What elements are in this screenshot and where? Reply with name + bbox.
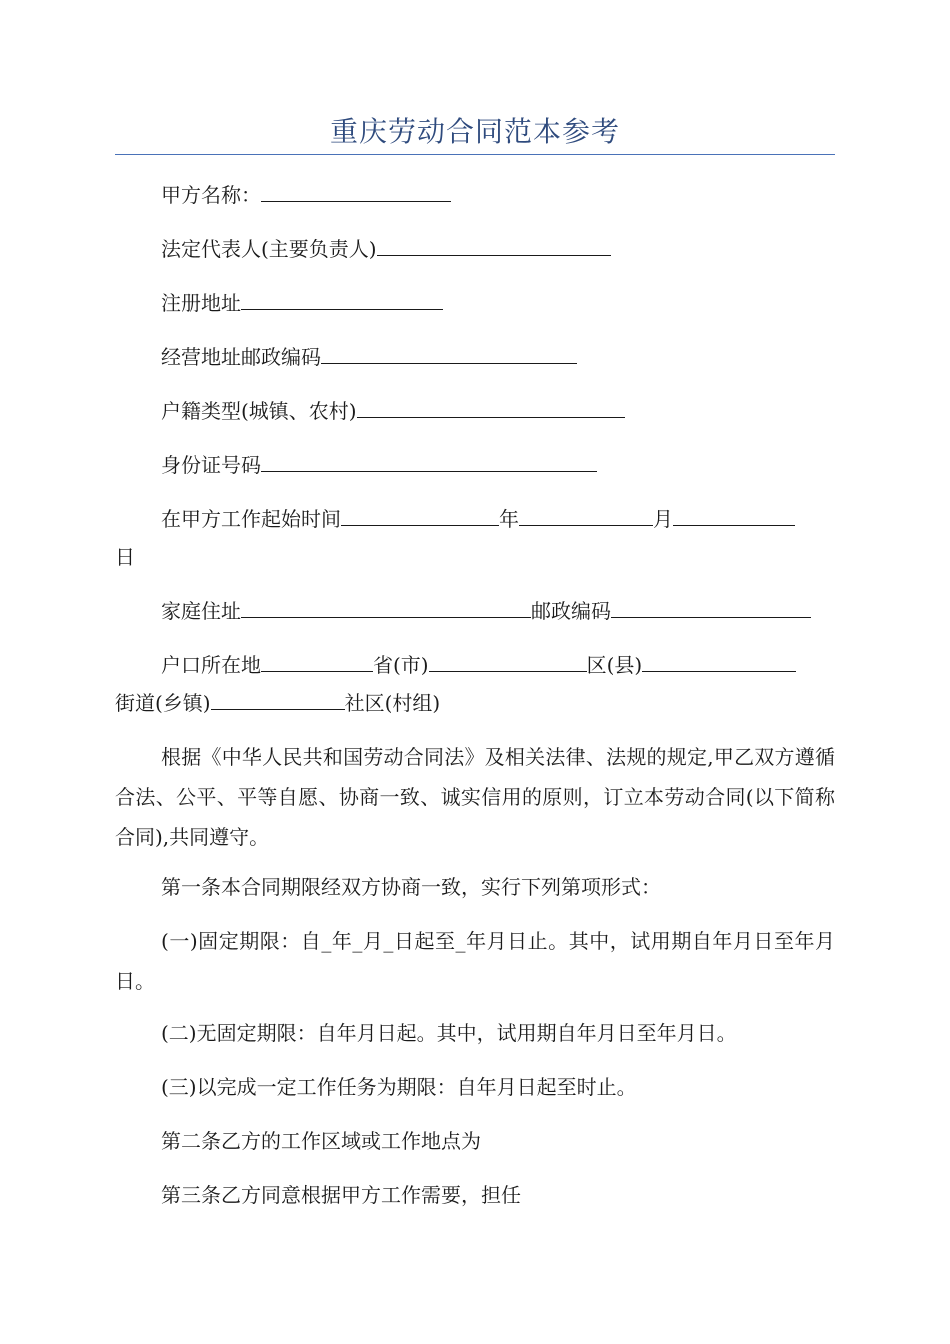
fill-blank	[211, 687, 345, 710]
article-2: 第二条乙方的工作区域或工作地点为	[161, 1129, 481, 1153]
month-label: 月	[653, 507, 673, 531]
field-party-a-name	[115, 175, 835, 215]
fill-blank	[519, 503, 653, 526]
fill-blank	[321, 341, 577, 364]
field-legal-representative	[115, 229, 835, 269]
province-label: 省(市)	[373, 653, 429, 677]
article-1-option-2: (二)无固定期限：自年月日起。其中，试用期自年月日至年月日。	[161, 1021, 737, 1045]
fill-blank	[673, 503, 795, 526]
title-underline	[115, 154, 835, 155]
day-label: 日	[115, 545, 135, 569]
fill-blank	[377, 233, 611, 256]
fill-blank	[261, 179, 451, 202]
document-title: 重庆劳动合同范本参考	[329, 115, 620, 148]
field-label: 经营地址邮政编码	[161, 345, 321, 369]
field-id-number	[115, 445, 835, 485]
article-1-option-1: (一)固定期限：自_年_月_日起至_年月日止。其中，试用期自年月日至年月日。	[115, 929, 835, 993]
field-label: 注册地址	[161, 291, 241, 315]
street-label: 街道(乡镇)	[115, 691, 211, 715]
fill-blank	[611, 595, 811, 618]
article-1: 第一条本合同期限经双方协商一致，实行下列第项形式：	[161, 875, 661, 899]
field-start-time-day	[115, 537, 835, 577]
fill-blank	[261, 449, 597, 472]
year-label: 年	[499, 507, 519, 531]
community-label: 社区(村组)	[344, 691, 441, 715]
field-label: 身份证号码	[161, 453, 261, 477]
fill-blank	[241, 287, 443, 310]
preamble-paragraph: 根据《中华人民共和国劳动合同法》及相关法律、法规的规定,甲乙双方遵循合法、公平、平等自愿、协商一致、诚实信用的原则，订立本劳动合同(以下简称合同),共同遵守。	[115, 745, 835, 849]
field-label: 户口所在地	[161, 653, 261, 677]
field-home-address	[115, 591, 835, 631]
field-label: 户籍类型(城镇、农村)	[161, 399, 357, 423]
fill-blank	[642, 649, 796, 672]
field-hukou-location	[115, 645, 835, 685]
field-registered-address	[115, 283, 835, 323]
field-hukou-location-cont	[115, 683, 835, 723]
field-label: 家庭住址	[161, 599, 241, 623]
postcode-label: 邮政编码	[531, 599, 611, 623]
fill-blank	[357, 395, 625, 418]
article-1-option-3: (三)以完成一定工作任务为期限：自年月日起至时止。	[161, 1075, 637, 1099]
fill-blank	[341, 503, 499, 526]
field-label: 在甲方工作起始时间	[161, 507, 341, 531]
field-hukou-type	[115, 391, 835, 431]
field-label: 法定代表人(主要负责人)	[161, 237, 377, 261]
fill-blank	[241, 595, 531, 618]
field-business-address-postcode	[115, 337, 835, 377]
fill-blank	[261, 649, 373, 672]
field-label: 甲方名称：	[161, 183, 261, 207]
article-3: 第三条乙方同意根据甲方工作需要，担任	[161, 1183, 521, 1207]
field-start-time	[115, 499, 835, 539]
district-label: 区(县)	[586, 653, 643, 677]
fill-blank	[429, 649, 587, 672]
